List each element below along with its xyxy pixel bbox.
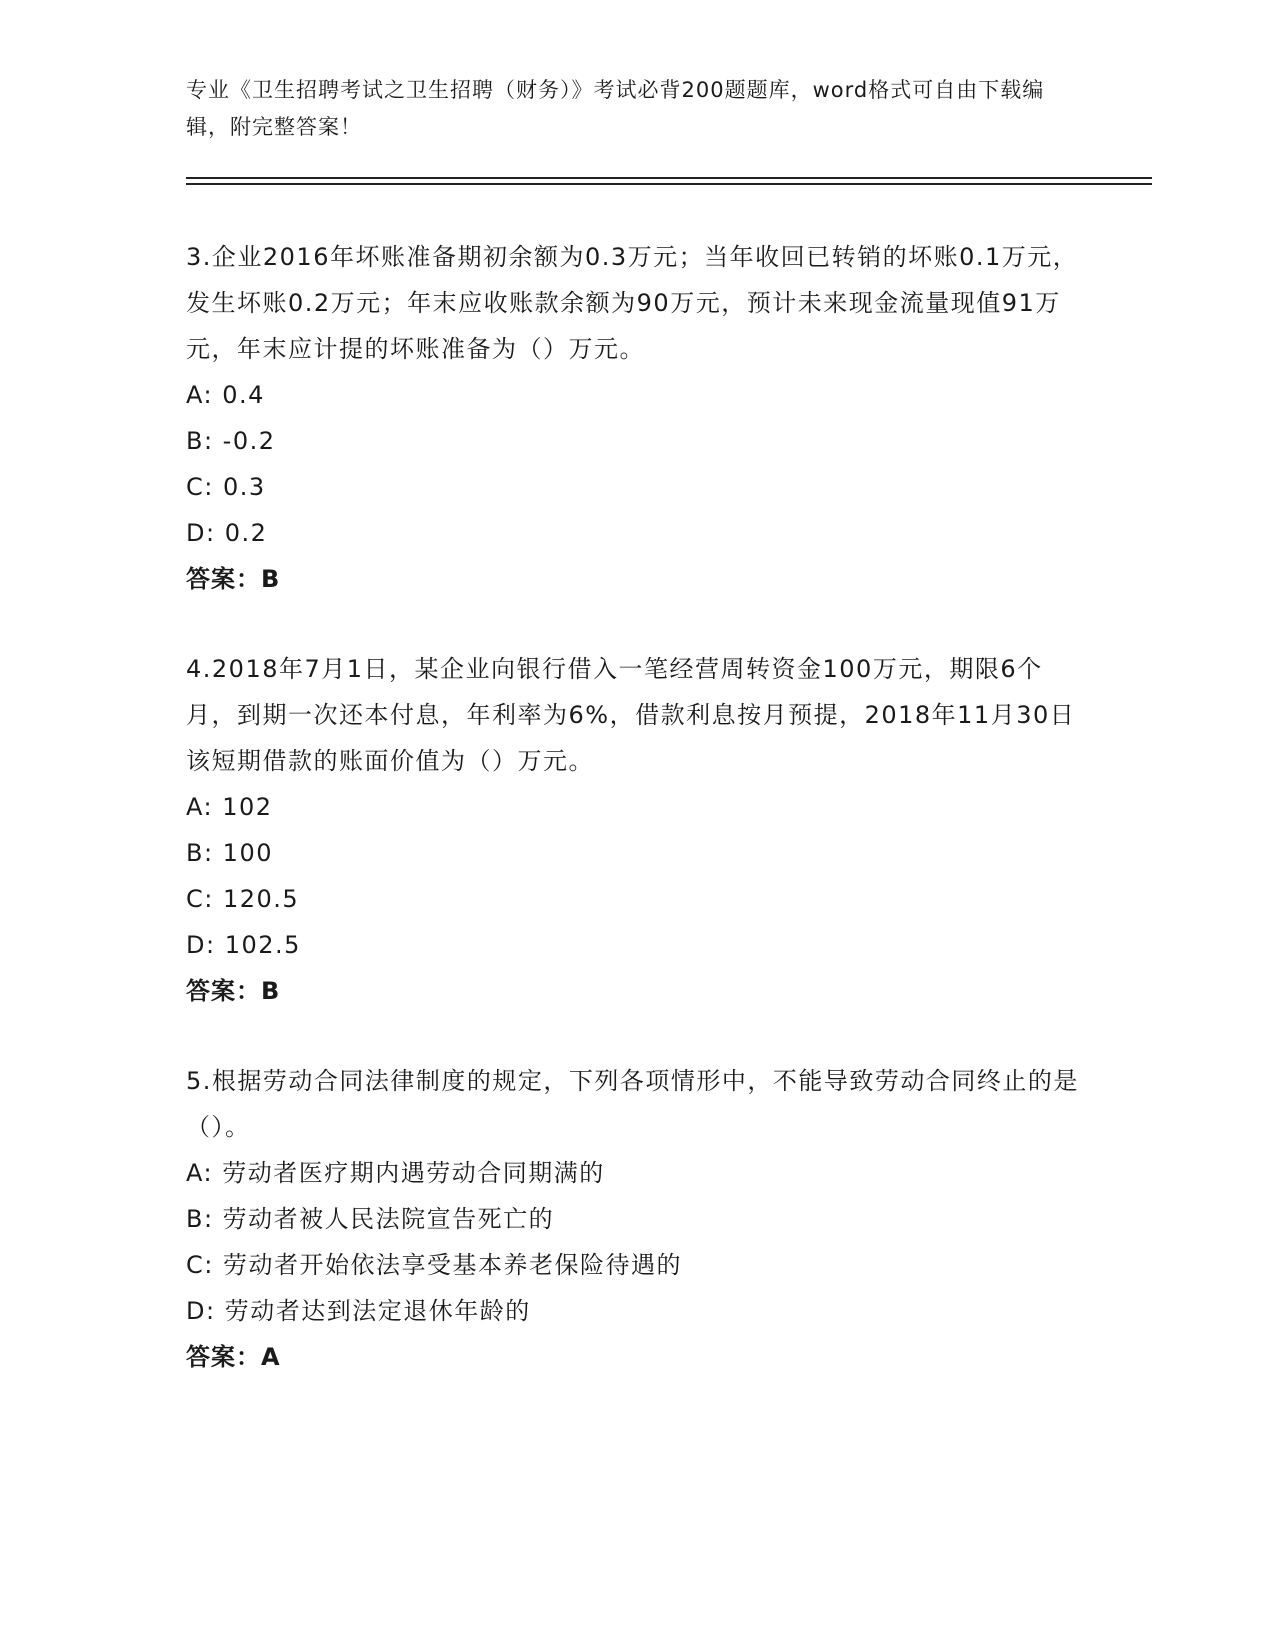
question-stem: 3.企业2016年坏账准备期初余额为0.3万元；当年收回已转销的坏账0.1万元，发生坏账0.2万元；年末应收账款余额为90万元，预计未来现金流量现值91万元，年末应计提的坏账准备为（）万元。 bbox=[186, 243, 1079, 363]
question-4 bbox=[186, 646, 1086, 1014]
option-b: B: -0.2 bbox=[186, 427, 276, 455]
option-d: D: 劳动者达到法定退休年龄的 bbox=[186, 1297, 531, 1325]
option-c: C: 120.5 bbox=[186, 885, 300, 913]
question-stem: 4.2018年7月1日，某企业向银行借入一笔经营周转资金100万元，期限6个月，到期一次还本付息，年利率为6%，借款利息按月预提，2018年11月30日该短期借款的账面价值为（）万元。 bbox=[186, 655, 1076, 775]
option-a: A: 102 bbox=[186, 793, 273, 821]
answer: 答案：B bbox=[186, 565, 281, 593]
question-stem: 5.根据劳动合同法律制度的规定，下列各项情形中，不能导致劳动合同终止的是（）。 bbox=[186, 1067, 1079, 1141]
option-a: A: 0.4 bbox=[186, 381, 265, 409]
option-b: B: 100 bbox=[186, 839, 273, 867]
header-rule-top bbox=[186, 177, 1152, 179]
option-a: A: 劳动者医疗期内遇劳动合同期满的 bbox=[186, 1159, 605, 1187]
document-header: 专业《卫生招聘考试之卫生招聘（财务）》考试必背200题题库，word格式可自由下载编辑，附完整答案！ bbox=[186, 78, 1045, 139]
answer: 答案：B bbox=[186, 977, 281, 1005]
option-d: D: 0.2 bbox=[186, 519, 268, 547]
header-rule-bottom bbox=[186, 183, 1152, 185]
answer: 答案：A bbox=[186, 1343, 281, 1371]
option-d: D: 102.5 bbox=[186, 931, 301, 959]
option-b: B: 劳动者被人民法院宣告死亡的 bbox=[186, 1205, 555, 1233]
option-c: C: 0.3 bbox=[186, 473, 266, 501]
question-5 bbox=[186, 1058, 1086, 1380]
option-c: C: 劳动者开始依法享受基本养老保险待遇的 bbox=[186, 1251, 682, 1279]
question-3 bbox=[186, 234, 1086, 602]
